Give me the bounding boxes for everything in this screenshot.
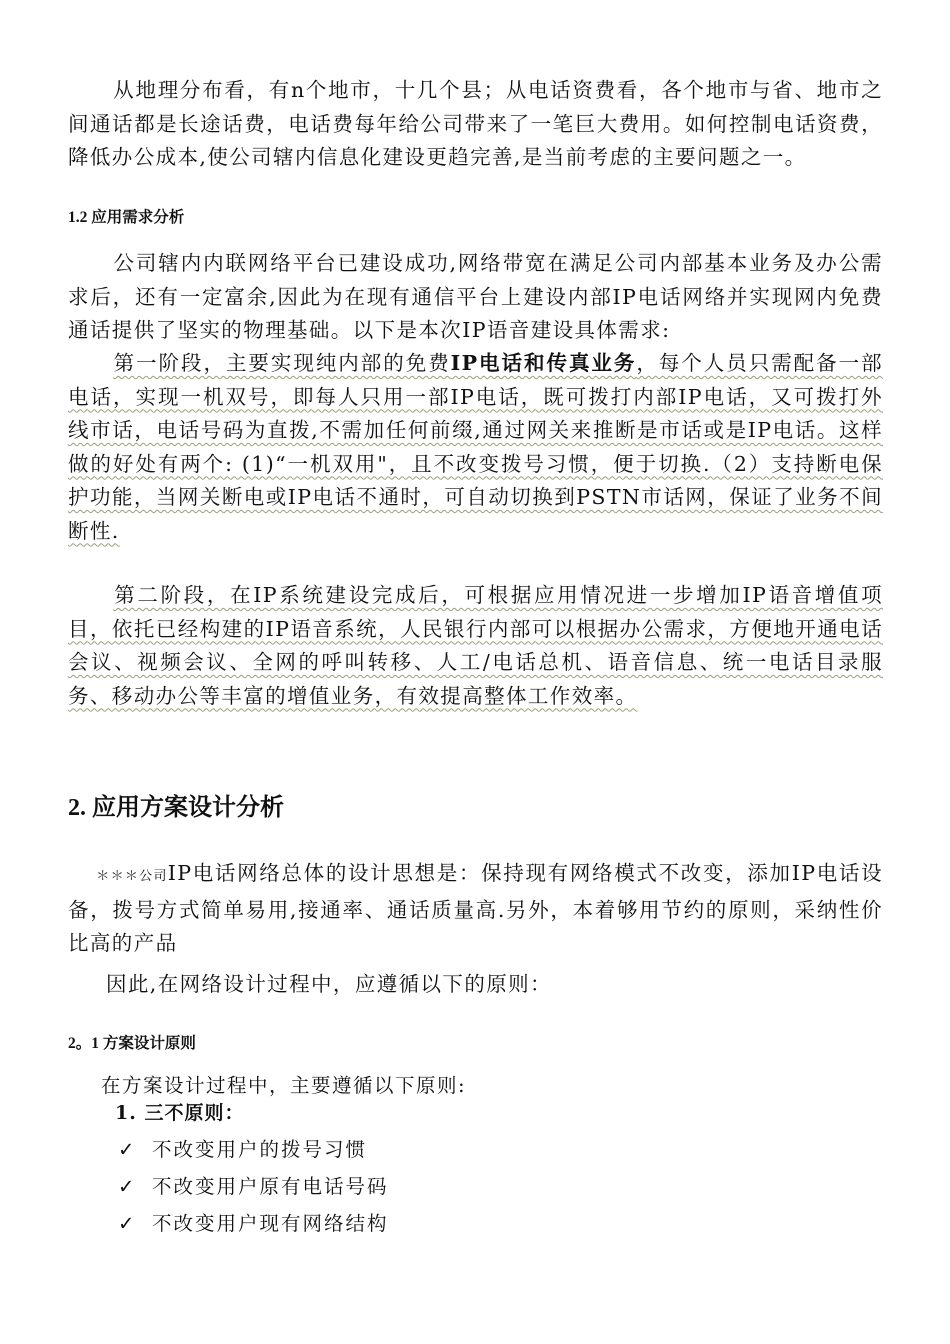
principle-item: ✓ 不改变用户的拨号习惯 xyxy=(118,1138,368,1161)
checkmark-icon: ✓ xyxy=(118,1138,137,1161)
ip-phone-fax-highlight: IP电话和传真业务 xyxy=(450,351,637,375)
three-no-principles-title: 1. 三不原则： xyxy=(115,1102,245,1124)
principle-item: ✓ 不改变用户原有电话号码 xyxy=(118,1175,389,1198)
principles-intro-paragraph: 因此,在网络设计过程中，应遵循以下的原则： xyxy=(106,972,552,996)
section-heading-2: 2. 应用方案设计分析 xyxy=(68,795,284,821)
company-placeholder: ＊＊＊公司 xyxy=(96,869,168,884)
checkmark-icon: ✓ xyxy=(118,1212,137,1235)
intro-paragraph: 从地理分布看，有n个地市，十几个县；从电话资费看，各个地市与省、地市之间通话都是长途话费，电话费每年给公司带来了一笔巨大费用。如何控制电话资费，降低办公成本,使公司辖内信息化建设更趋完善,是当前考虑的主要问题之一。 xyxy=(68,78,883,169)
section-heading-1-2: 1.2 应用需求分析 xyxy=(68,209,185,226)
principle-item: ✓ 不改变用户现有网络结构 xyxy=(118,1212,389,1235)
phase-one-paragraph: 第一阶段，主要实现纯内部的免费IP电话和传真业务，每个人员只需配备一部电话，实现一机双号，即每人只用一部IP电话，既可拨打内部IP电话，又可拨打外线市话，电话号码为直拨,不需加任何前缀,通过网关来推断是市话或是IP电话。这样做的好处有两个: (1)“一机双用"，且不改变拨号习惯，便于切换.（2）支持断电保护功能，当网关断电或IP电话不通时，可自动切换到PSTN市话网，保证了业务不间断性. xyxy=(68,351,884,543)
requirements-paragraph: 公司辖内内联网络平台已建设成功,网络带宽在满足公司内部基本业务及办公需求后，还有一定富余,因此为在现有通信平台上建设内部IP电话网络并实现网内免费通话提供了坚实的物理基础。以下是本次IP语音建设具体需求: xyxy=(68,251,883,342)
design-principles-intro: 在方案设计过程中，主要遵循以下原则: xyxy=(101,1074,467,1097)
checkmark-icon: ✓ xyxy=(118,1175,137,1198)
phase-two-paragraph: 第二阶段，在IP系统建设完成后，可根据应用情况进一步增加IP语音增值项目，依托已经构建的IP语音系统，人民银行内部可以根据办公需求，方便地开通电话会议、视频会议、全网的呼叫转移、人工/电话总机、语音信息、统一电话目录服务、移动办公等丰富的增值业务，有效提高整体工作效率。 xyxy=(68,583,883,708)
section-heading-2-1: 2。1 方案设计原则 xyxy=(68,1035,196,1052)
design-idea-paragraph: ＊＊＊公司IP电话网络总体的设计思想是：保持现有网络模式不改变，添加IP电话设备，拨号方式简单易用,接通率、通话质量高.另外，本着够用节约的原则，采纳性价比高的产品 xyxy=(68,861,883,955)
